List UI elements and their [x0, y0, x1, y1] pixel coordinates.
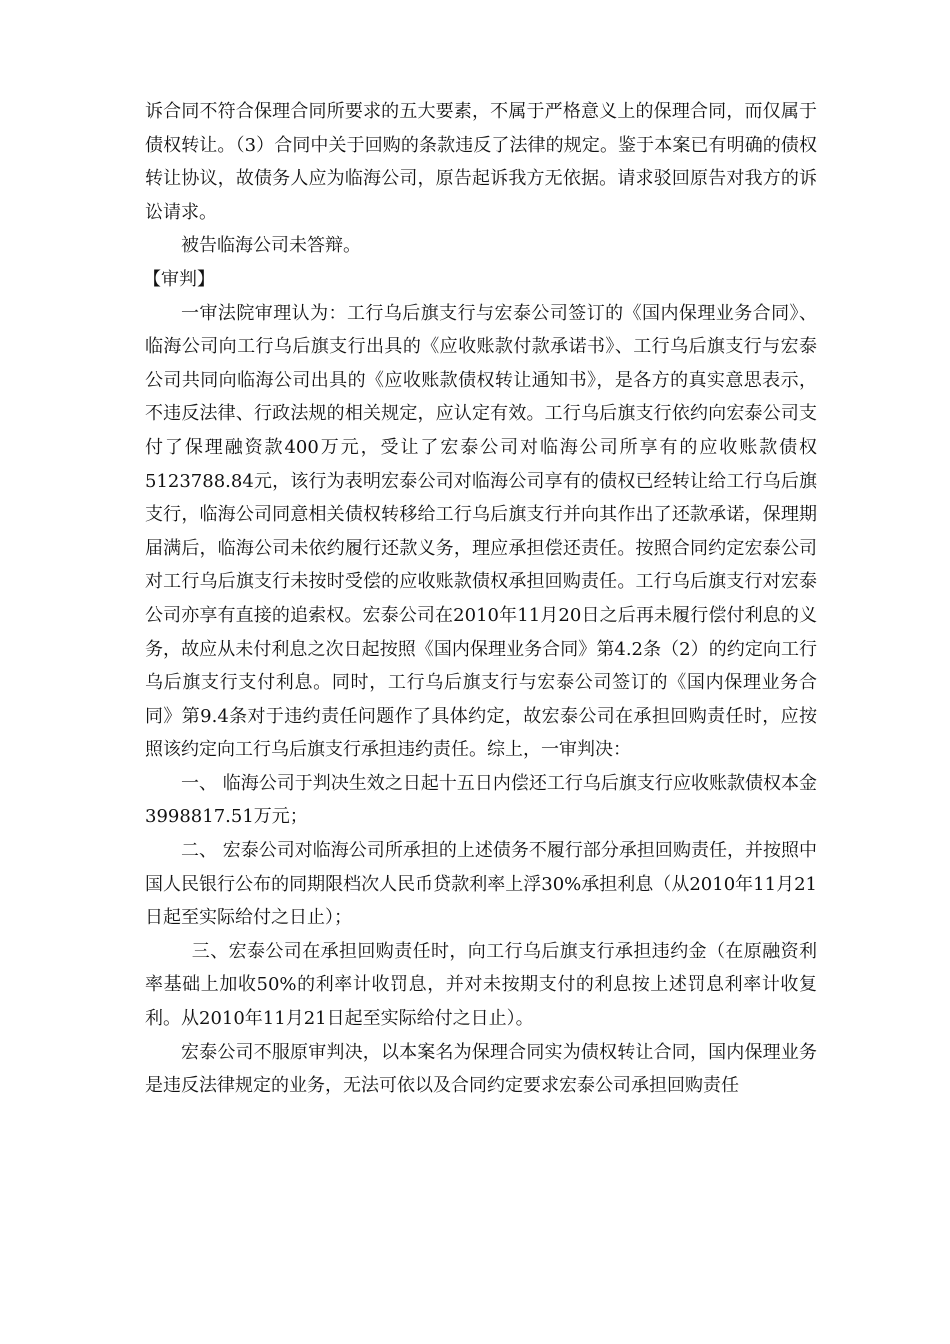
- section-heading-judgment: 【审判】: [143, 268, 215, 290]
- paragraph-ruling-item-2: 二、 宏泰公司对临海公司所承担的上述债务不履行部分承担回购责任，并按照中国人民银行公布的同期限档次人民币贷款利率上浮30%承担利息（从2010年11月21日起至实际给付之日止）；: [145, 840, 817, 929]
- paragraph-first-instance-reasoning: 一审法院审理认为：工行乌后旗支行与宏泰公司签订的《国内保理业务合同》、临海公司向工行乌后旗支行出具的《应收账款付款承诺书》、工行乌后旗支行与宏泰公司共同向临海公司出具的《应收账款债权转让通知书》，是各方的真实意思表示，不违反法律、行政法规的相关规定，应认定有效。工行乌后旗支行依约向宏泰公司支付了保理融资款400万元，受让了宏泰公司对临海公司所享有的应收账款债权5123788.84元，该行为表明宏泰公司对临海公司享有的债权已经转让给工行乌后旗支行，临海公司同意相关债权转移给工行乌后旗支行并向其作出了还款承诺，保理期届满后，临海公司未依约履行还款义务，理应承担偿还责任。按照合同约定宏泰公司对工行乌后旗支行未按时受偿的应收账款债权承担回购责任。工行乌后旗支行对宏泰公司亦享有直接的追索权。宏泰公司在2010年11月20日之后再未履行偿付利息的义务，故应从未付利息之次日起按照《国内保理业务合同》第4.2条（2）的约定向工行乌后旗支行支付利息。同时，工行乌后旗支行与宏泰公司签订的《国内保理业务合同》第9.4条对于违约责任问题作了具体约定，故宏泰公司在承担回购责任时，应按照该约定向工行乌后旗支行承担违约责任。综上，一审判决：: [145, 302, 817, 761]
- paragraph-appeal: 宏泰公司不服原审判决，以本案名为保理合同实为债权转让合同，国内保理业务是违反法律规定的业务，无法可依以及合同约定要求宏泰公司承担回购责任: [145, 1041, 817, 1097]
- paragraph-no-reply: 被告临海公司未答辩。: [181, 235, 361, 257]
- document-body: [145, 95, 817, 1103]
- paragraph-ruling-item-3: 三、宏泰公司在承担回购责任时，向工行乌后旗支行承担违约金（在原融资利率基础上加收50%的利率计收罚息，并对未按期支付的利息按上述罚息利率计收复利。从2010年11月21日起至实际给付之日止）。: [145, 940, 817, 1030]
- paragraph-ruling-item-1: 一、 临海公司于判决生效之日起十五日内偿还工行乌后旗支行应收账款债权本金3998817.51万元；: [145, 772, 817, 828]
- paragraph-defense-continued: 诉合同不符合保理合同所要求的五大要素，不属于严格意义上的保理合同，而仅属于债权转让。（3）合同中关于回购的条款违反了法律的规定。鉴于本案已有明确的债权转让协议，故债务人应为临海公司，原告起诉我方无依据。请求驳回原告对我方的诉讼请求。: [145, 101, 817, 223]
